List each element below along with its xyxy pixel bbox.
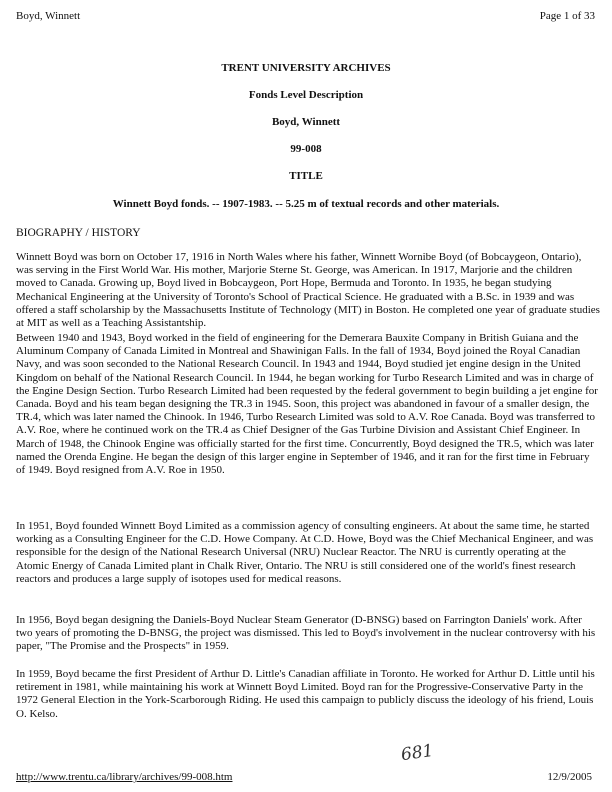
- description-type: Fonds Level Description: [248, 89, 364, 101]
- section-heading-biography: BIOGRAPHY / HISTORY: [16, 227, 141, 239]
- biography-paragraph-1: Winnett Boyd was born on October 17, 1916 in North Wales where his father, Winnett Wornibe Boyd (of Bobcaygeon, Ontario), was serving in the First World War. His mother, Marjorie Sterne St. George, was American. In 1917, Marjorie and the children moved to Canada. Growing up, Boyd lived in Bobcaygeon, Port Hope, Bermuda and Toronto. In 1935, he began studying Mechanical Engineering at the University of Toronto's School of Practical Science. He graduated with a B.Sc. in 1939 and was offered a staff scholarship by the Massachusetts Institute of Technology (MIT) in Boston. He completed one year of graduate studies at MIT as well as a Teaching Assistantship.: [16, 251, 600, 330]
- archive-name: TRENT UNIVERSITY ARCHIVES: [221, 62, 391, 74]
- header-name: Boyd, Winnett: [16, 10, 81, 22]
- biography-paragraph-2: Between 1940 and 1943, Boyd worked in the field of engineering for the Demerara Bauxite Company in British Guiana and the Aluminum Company of Canada Limited in Montreal and Shawinigan Falls. In the fall of 1934, Boyd joined the Royal Canadian Navy, and was soon seconded to the National Research Council. In 1943 and 1944, Boyd studied jet engine design in the United Kingdom on behalf of the National Research Council. In 1944, he began working for Turbo Research Limited and was in charge of the Engine Design Section. Turbo Research Limited had been requested by the federal government to begin building a jet engine for Canada. Boyd and his team began designing the TR.3 in 1945. Soon, this project was abandoned in favour of a smaller design, the TR.4, which was later named the Chinook. In 1946, Turbo Research Limited was sold to A.V. Roe Canada. Boyd was transferred to A.V. Roe, where he continued work on the TR.4 as Chief Designer of the Gas Turbine Division and Assistant Chief Engineer. In March of 1948, the Chinook Engine was officially started for the first time. Concurrently, Boyd designed the TR.5, which was later named the Orenda Engine. He began the design of this larger engine in September of 1946, and it ran for the first time in February of 1949. Boyd resigned from A.V. Roe in 1950.: [16, 332, 598, 477]
- fonds-title: Winnett Boyd fonds. -- 1907-1983. -- 5.25 m of textual records and other materials.: [112, 198, 500, 210]
- biography-paragraph-5: In 1959, Boyd became the first President of Arthur D. Little's Canadian affiliate in Toronto. He worked for Arthur D. Little until his retirement in 1981, while maintaining his work at Winnett Boyd Limited. Boyd ran for the Progressive-Conservative Party in the 1972 General Election in the York-Scarborough Riding. He used this campaign to publicly discuss the ideology of his friend, Louis O. Kelso.: [16, 668, 595, 720]
- fonds-name: Boyd, Winnett: [271, 116, 341, 128]
- biography-paragraph-3: In 1951, Boyd founded Winnett Boyd Limited as a commission agency of consulting engineers. At about the same time, he started working as a Consulting Engineer for the C.D. Howe Company. At C.D. Howe, Boyd was the Chief Mechanical Engineer, and was responsible for the design of the National Research Universal (NRU) Nuclear Reactor. The NRU is currently operating at the Atomic Energy of Canada Limited plant in Chalk River, Ontario. The NRU is still considered one of the world's finest research reactors and produces a large supply of isotopes used for medical reasons.: [16, 520, 594, 585]
- page-indicator: Page 1 of 33: [539, 10, 595, 22]
- biography-paragraph-4: In 1956, Boyd began designing the Daniels-Boyd Nuclear Steam Generator (D-BNSG) based on Farrington Daniels' work. After two years of promoting the D-BNSG, the project was dismissed. This led to Boyd's involvement in the nuclear controversy with his paper, "The Promise and the Prospects" in 1959.: [16, 614, 596, 653]
- handwritten-note: 681: [399, 740, 435, 766]
- title-label: TITLE: [289, 170, 323, 182]
- fonds-number: 99-008: [290, 143, 322, 155]
- footer-date: 12/9/2005: [547, 771, 592, 783]
- footer-url-link[interactable]: http://www.trentu.ca/library/archives/99-008.htm: [16, 771, 233, 783]
